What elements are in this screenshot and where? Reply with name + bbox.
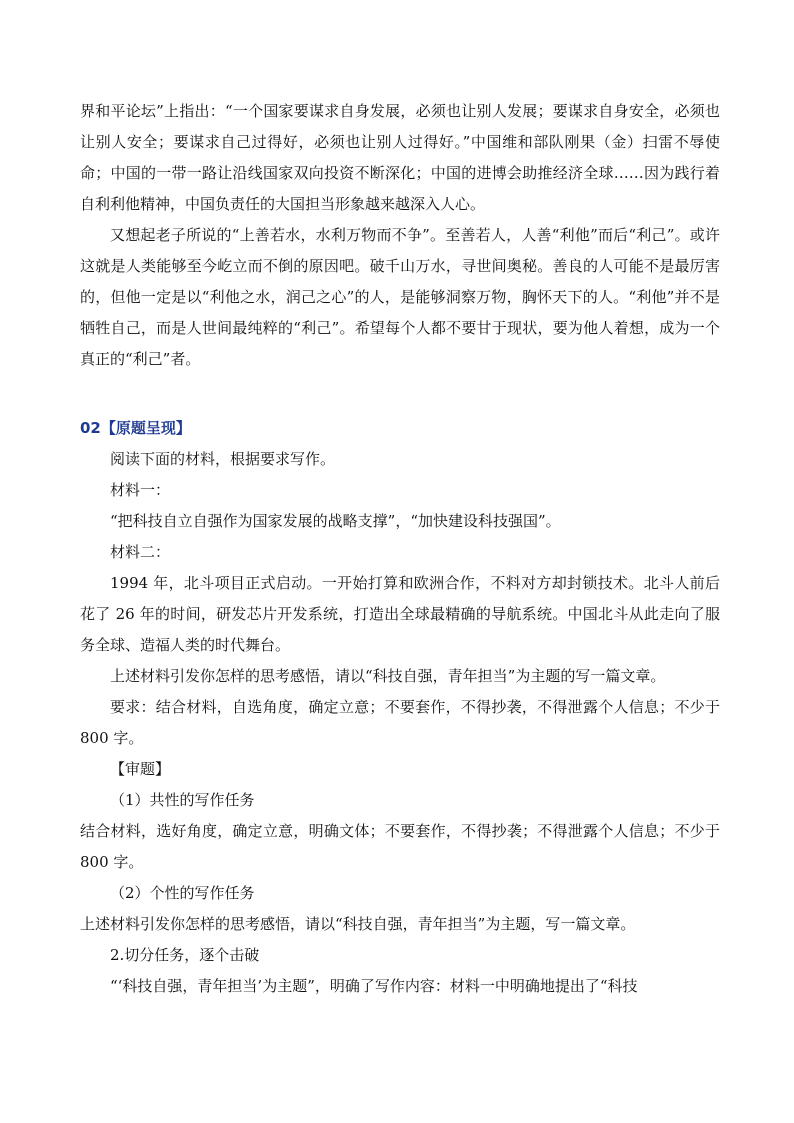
prompt-text: 上述材料引发你怎样的思考感悟，请以“科技自强，青年担当”为主题的写一篇文章。: [110, 667, 666, 685]
intro-paragraph-1: 界和平论坛”上指出：“一个国家要谋求自身发展，必须也让别人发展；要谋求自身安全，必须也让别人安全；要谋求自己过得好，必须也让别人过得好。”中国维和部队刚果（金）扫雷不辱使命；中国的一带一路让沿线国家双向投资不断深化；中国的进博会助推经济全球……因为践行着自利利他精神，中国负责任的大国担当形象越来越深入人心。: [80, 102, 720, 213]
instruction-line: 阅读下面的材料，根据要求写作。: [110, 450, 336, 468]
material-one-label: 材料一：: [110, 481, 171, 499]
material-two-text: 1994 年，北斗项目正式启动。一开始打算和欧洲合作，不料对方却封锁技术。北斗人前后花了 26 年的时间，研发芯片开发系统，打造出全球最精确的导航系统。中国北斗从此走向了服务全球、造福人类的时代舞台。: [80, 574, 720, 654]
split-task-heading: 2.切分任务，逐个击破: [110, 946, 260, 964]
common-task-heading: （1）共性的写作任务: [110, 791, 255, 809]
individual-task-text: 上述材料引发你怎样的思考感悟，请以“科技自强，青年担当”为主题，写一篇文章。: [80, 915, 636, 933]
requirements-text: 要求：结合材料，自选角度，确定立意；不要套作，不得抄袭，不得泄露个人信息；不少于 800 字。: [80, 698, 720, 747]
individual-task-heading: （2）个性的写作任务: [110, 884, 255, 902]
section-heading: 02【原题呈现】: [80, 419, 191, 437]
document-page: [80, 96, 720, 1002]
analysis-text: “‘科技自强，青年担当’为主题”，明确了写作内容：材料一中明确地提出了“科技: [110, 977, 638, 995]
material-two-label: 材料二：: [110, 543, 171, 561]
common-task-text: 结合材料，选好角度，确定立意，明确文体；不要套作，不得抄袭；不得泄露个人信息；不少于 800 字。: [80, 822, 720, 871]
material-one-text: “把科技自立自强作为国家发展的战略支撑”，“加快建设科技强国”。: [110, 512, 561, 530]
review-heading: 【审题】: [110, 760, 171, 778]
section-spacer: [80, 375, 720, 413]
intro-paragraph-2: 又想起老子所说的“上善若水，水利万物而不争”。至善若人，人善“利他”而后“利己”。或许这就是人类能够至今屹立而不倒的原因吧。破千山万水，寻世间奥秘。善良的人可能不是最厉害的，但他一定是以“利他之水，润己之心”的人，是能够洞察万物，胸怀天下的人。“利他”并不是牺牲自己，而是人世间最纯粹的“利己”。希望每个人都不要甘于现状，要为他人着想，成为一个真正的“利己”者。: [80, 226, 720, 368]
